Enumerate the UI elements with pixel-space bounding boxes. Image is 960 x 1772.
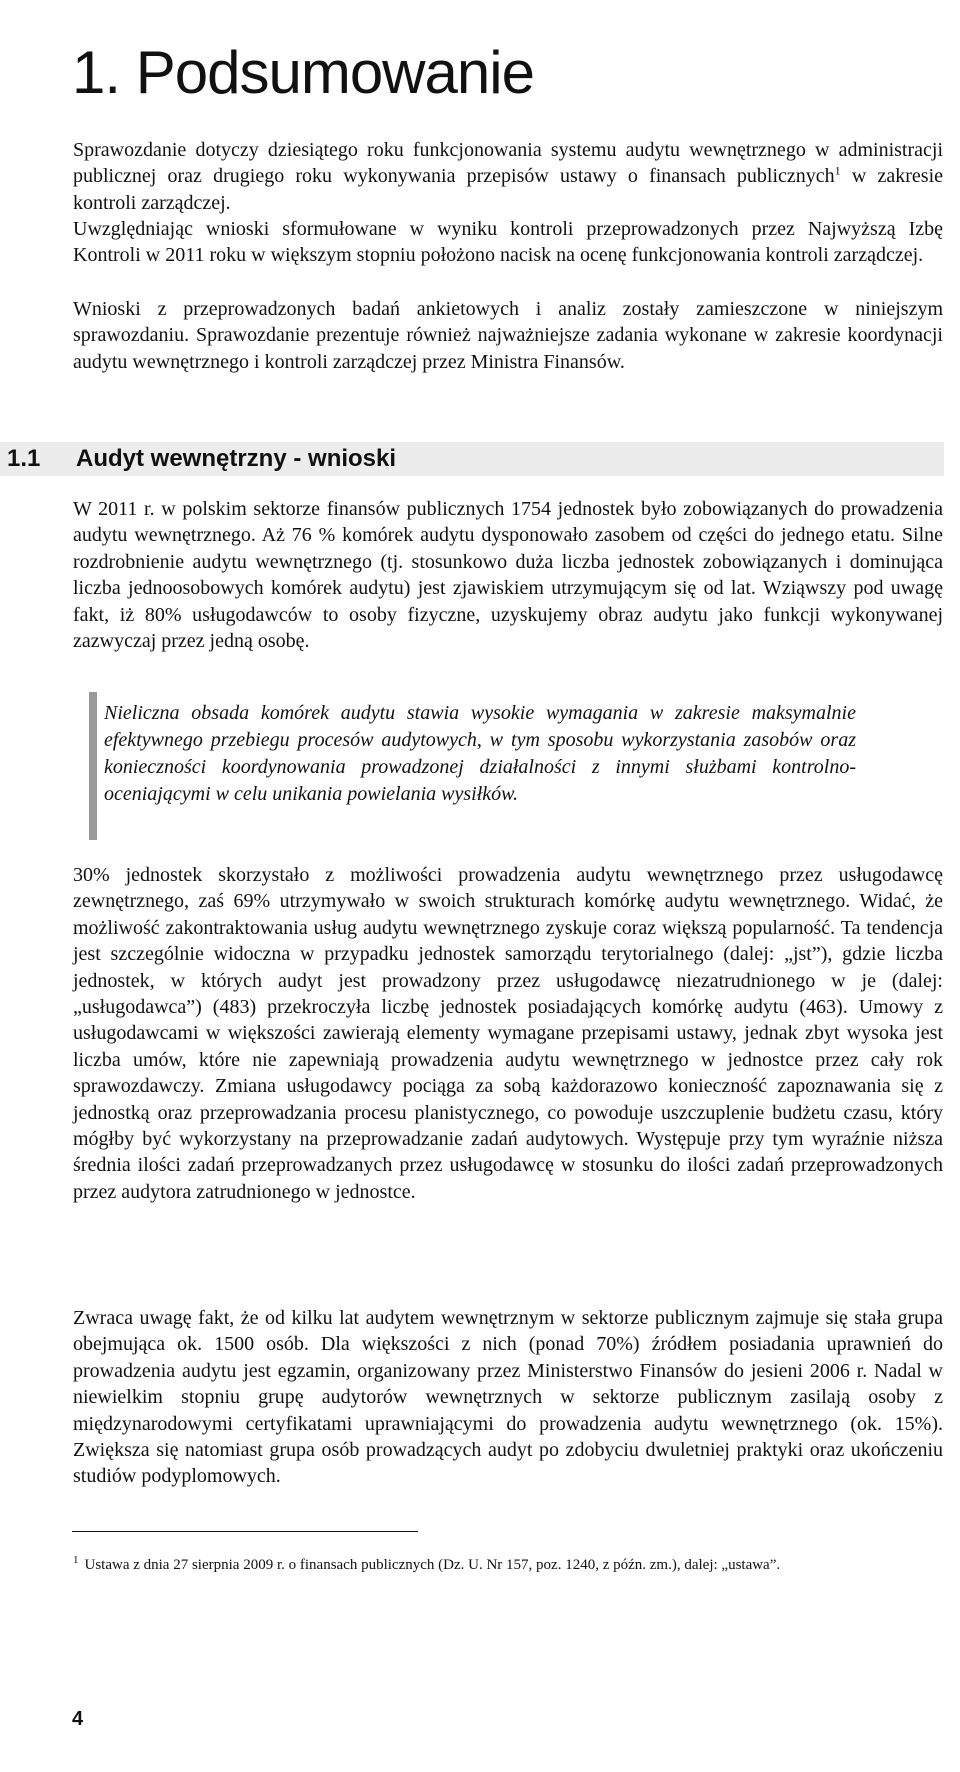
footnote-reference[interactable]: 1 [834,163,841,178]
audit-paragraph-2: 30% jednostek skorzystało z możliwości prowadzenia audytu wewnętrznego przez usługodawcę zewnętrznego, zaś 69% utrzymywało w swoich strukturach komórkę audytu wewnętrznego. Widać, że możliwość zakontraktowania usług audytu wewnętrznego zyskuje coraz większą popularność. Ta tendencja jest szczególnie widoczna w przypadku jednostek samorządu terytorialnego (dalej: „jst”), gdzie liczba jednostek, w których audyt jest prowadzony przez usługodawcę niezatrudnionego w je (dalej: „usługodawca”) (483) przekroczyła liczbę jednostek posiadających komórkę audytu (463). Umowy z usługodawcami w większości zawierają elementy wymagane przepisami ustawy, jednak zbyt wysoka jest liczba umów, które nie zapewniają prowadzenia audytu wewnętrznego w jednostce przez cały rok sprawozdawczy. Zmiana usługodawcy pociąga za sobą każdorazowo konieczność zapoznawania się z jednostką oraz przeprowadzania procesu planistycznego, co powoduje uszczuplenie budżetu czasu, który mógłby być wykorzystany na przeprowadzanie zadań audytowych. Występuje przy tym wyraźnie niższa średnia ilości zadań przeprowadzanych przez usługodawcę w stosunku do ilości zadań przeprowadzonych przez audytora zatrudnionego w jednostce. [73,864,943,1203]
section-number: 1.1 [7,445,41,472]
footnote [73,1552,943,1579]
chapter-title: 1. Podsumowanie [72,39,534,107]
page-number: 4 [72,1708,84,1730]
quote-bar [89,692,97,840]
intro-paragraph-1 [73,137,943,216]
intro-paragraph-1-text: Sprawozdanie dotyczy dziesiątego roku funkcjonowania systemu audytu wewnętrznego w administracji publicznej oraz drugiego roku wykonywania przepisów ustawy o finansach publicznych [73,139,943,188]
highlighted-quote: Nieliczna obsada komórek audytu stawia wysokie wymagania w zakresie maksymalnie efektywnego przebiegu procesów audytowych, w tym sposobu wykorzystania zasobów oraz konieczności koordynowania prowadzonej działalności z innymi służbami kontrolno-oceniającymi w celu unikania powielania wysiłków. [104,702,856,805]
section-heading [0,442,944,476]
section-title: Audyt wewnętrzny - wnioski [76,445,397,472]
intro-paragraph-1-end: w zakresie kontroli zarządczej. [73,165,943,214]
footnote-mark: 1 [73,1554,79,1566]
footnote-divider [72,1531,418,1532]
audit-paragraph-3: Zwraca uwagę fakt, że od kilku lat audytem wewnętrznym w sektorze publicznym zajmuje się stała grupa obejmująca ok. 1500 osób. Dla większości z nich (ponad 70%) źródłem posiadania uprawnień do prowadzenia audytu jest egzamin, organizowany przez Ministerstwo Finansów do jesieni 2006 r. Nadal w niewielkim stopniu grupę audytorów wewnętrznych w sektorze publicznym zasilają osoby z międzynarodowymi certyfikatami uprawniającymi do prowadzenia audytu wewnętrznego (ok. 15%). Zwiększa się natomiast grupa osób prowadzących audyt po zdobyciu dwuletniej praktyki oraz ukończeniu studiów podyplomowych. [73,1307,943,1488]
audit-paragraph-1: W 2011 r. w polskim sektorze finansów publicznych 1754 jednostek było zobowiązanych do prowadzenia audytu wewnętrznego. Aż 76 % komórek audytu dysponowało zasobem od części do jednego etatu. Silne rozdrobnienie audytu wewnętrznego (tj. stosunkowo duża liczba jednostek zobowiązanych i dominująca liczba jednoosobowych komórek audytu) jest zjawiskiem utrzymującym się od lat. Wziąwszy pod uwagę fakt, iż 80% usługodawców to osoby fizyczne, uzyskujemy obraz audytu jako funkcji wykonywanej zazwyczaj przez jedną osobę. [73,498,943,653]
intro-paragraph-2: Uwzględniając wnioski sformułowane w wyniku kontroli przeprowadzonych przez Najwyższą Izbę Kontroli w 2011 roku w większym stopniu położono nacisk na ocenę funkcjonowania kontroli zarządczej. [73,218,943,267]
footnote-text: Ustawa z dnia 27 sierpnia 2009 r. o finansach publicznych (Dz. U. Nr 157, poz. 1240, z późn. zm.), dalej: „ustawa”. [84,1557,781,1573]
intro-paragraph-3: Wnioski z przeprowadzonych badań ankietowych i analiz zostały zamieszczone w niniejszym sprawozdaniu. Sprawozdanie prezentuje również najważniejsze zadania wykonane w zakresie koordynacji audytu wewnętrznego i kontroli zarządczej przez Ministra Finansów. [73,298,943,373]
